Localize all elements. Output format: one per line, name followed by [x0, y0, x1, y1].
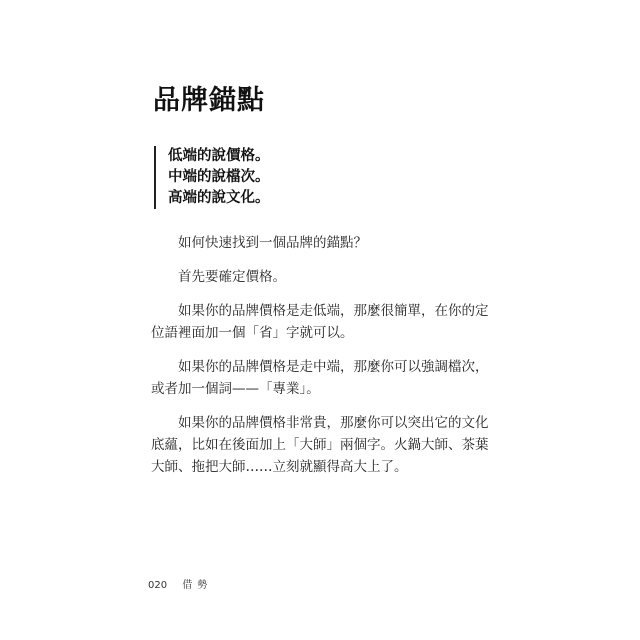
paragraph: 如果你的品牌價格是走中端，那麼你可以強調檔次，或者加一個詞——「專業」。 — [151, 359, 489, 397]
quote-line: 高端的說文化。 — [168, 190, 270, 206]
paragraph: 如果你的品牌價格非常貴，那麼你可以突出它的文化底蘊，比如在後面加上「大師」兩個字。火鍋大師、茶葉大師、拖把大師……立刻就顯得高大上了。 — [151, 415, 489, 475]
running-head: 借勢 — [182, 580, 213, 591]
quote-line: 中端的說檔次。 — [168, 169, 270, 185]
quote-line: 低端的說價格。 — [168, 148, 270, 164]
paragraph: 首先要確定價格。 — [178, 269, 286, 285]
chapter-title: 品牌錨點 — [153, 85, 265, 116]
paragraph: 如何快速找到一個品牌的錨點？ — [178, 235, 367, 251]
page-number: 020 — [148, 580, 168, 591]
paragraph: 如果你的品牌價格是走低端，那麼很簡單，在你的定位語裡面加一個「省」字就可以。 — [151, 303, 489, 341]
body-text — [151, 232, 491, 490]
page-footer — [148, 576, 212, 591]
pull-quote — [154, 146, 468, 209]
